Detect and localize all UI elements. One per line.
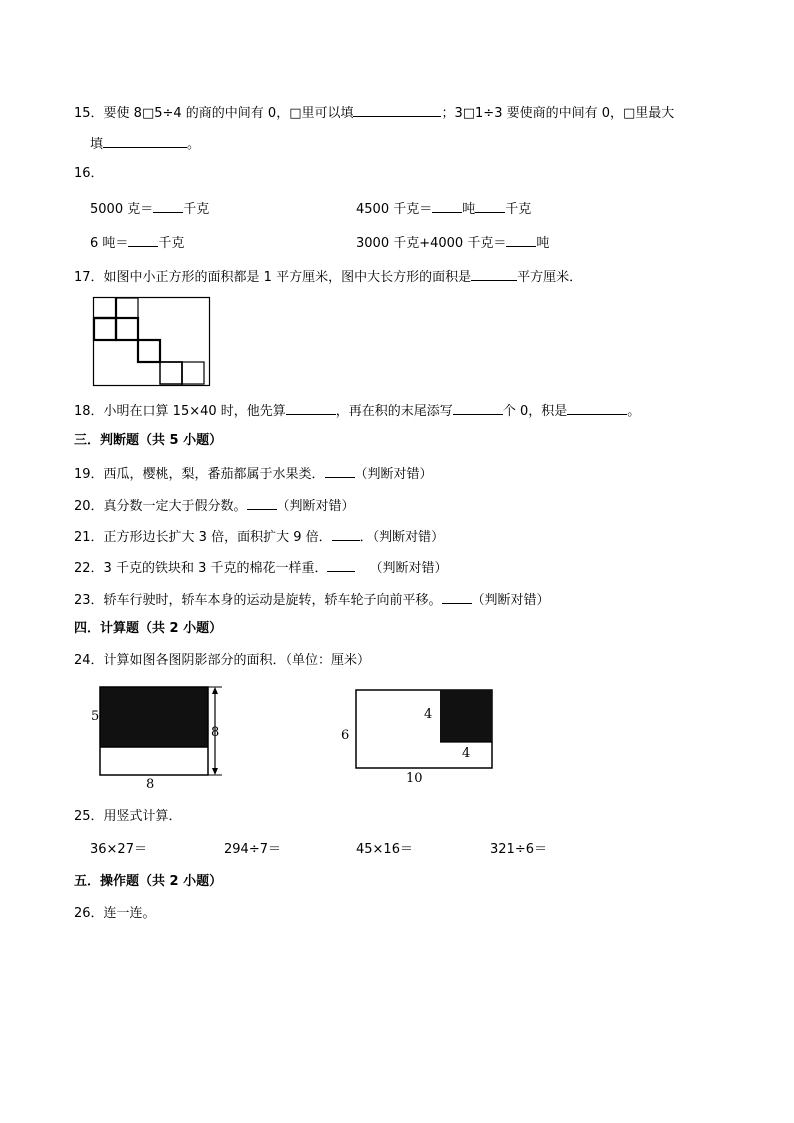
q22-blank[interactable] — [327, 557, 355, 572]
q24-fig2-shaded-square — [440, 690, 492, 742]
q16-r1c2-unit2: 千克 — [505, 202, 532, 217]
q15-text-b: ；3□1÷3 要使商的中间有 0，□里最大 — [441, 106, 675, 121]
q16-row2-col1 — [90, 232, 184, 253]
question-21 — [74, 526, 444, 547]
q23-text: 23．轿车行驶时，轿车本身的运动是旋转，轿车轮子向前平移。 — [74, 593, 442, 608]
q16-row2-col2 — [356, 232, 549, 253]
q24-fig1-right-label: 8 — [211, 725, 220, 740]
q25-item-2: 294÷7＝ — [224, 842, 281, 857]
question-17 — [74, 266, 582, 287]
q21-hint: ．（判断对错） — [359, 530, 445, 545]
q24-fig2-inner-top-label: 4 — [424, 707, 433, 722]
section-3-heading: 三．判断题（共 5 小题） — [74, 433, 223, 448]
q20-text: 20．真分数一定大于假分数。 — [74, 499, 247, 514]
q19-blank[interactable] — [325, 463, 355, 478]
q20-blank[interactable] — [247, 495, 277, 510]
q16-r1c1-unit: 千克 — [183, 202, 210, 217]
q18-text-d: 。 — [627, 404, 641, 419]
question-15-line2 — [90, 133, 200, 154]
q15-text-d: 。 — [187, 137, 201, 152]
q25-item-1: 36×27＝ — [90, 842, 147, 857]
q21-blank[interactable] — [332, 526, 360, 541]
q25-item-3: 45×16＝ — [356, 842, 413, 857]
section-4-heading: 四．计算题（共 2 小题） — [74, 621, 223, 636]
q17-blank[interactable] — [471, 266, 517, 281]
q15-blank-2[interactable] — [103, 133, 187, 148]
q20-hint: （判断对错） — [276, 499, 355, 514]
question-15-line1 — [74, 102, 674, 123]
q16-r1c2-blank2[interactable] — [475, 198, 505, 213]
q18-blank-1[interactable] — [286, 400, 336, 415]
q24-fig1-left-label: 5 — [91, 709, 100, 724]
section-5-heading: 五．操作题（共 2 小题） — [74, 874, 223, 889]
q17-text-b: 平方厘米． — [517, 270, 583, 285]
q19-hint: （判断对错） — [354, 467, 433, 482]
q16-r2c1-text: 6 吨＝ — [90, 236, 129, 251]
q16-r2c1-blank[interactable] — [128, 232, 158, 247]
q16-r2c2-blank[interactable] — [506, 232, 536, 247]
q24-figure-1 — [88, 682, 228, 792]
q23-hint: （判断对错） — [471, 593, 550, 608]
q24-fig2-left-label: 6 — [341, 728, 350, 743]
q24-figure-2 — [336, 686, 500, 788]
q17-text-a: 17．如图中小正方形的面积都是 1 平方厘米，图中大长方形的面积是 — [74, 270, 472, 285]
question-22 — [74, 557, 448, 578]
question-25-text: 25．用竖式计算． — [74, 809, 182, 824]
q16-r1c1-blank[interactable] — [153, 198, 183, 213]
q16-row1-col1 — [90, 198, 209, 219]
q16-r1c2-unit1: 吨 — [462, 202, 476, 217]
q16-r1c1-text: 5000 克＝ — [90, 202, 154, 217]
q19-text: 19．西瓜，樱桃，梨，番茄都属于水果类． — [74, 467, 325, 482]
q22-text: 22．3 千克的铁块和 3 千克的棉花一样重． — [74, 561, 328, 576]
question-24-text: 24．计算如图各图阴影部分的面积．（单位：厘米） — [74, 653, 371, 668]
question-26: 26．连一连。 — [74, 906, 156, 921]
question-20 — [74, 495, 355, 516]
q25-item-4: 321÷6＝ — [490, 842, 547, 857]
q15-text-c: 填 — [90, 137, 104, 152]
question-16-number: 16． — [74, 166, 104, 181]
q24-fig2-bottom-label: 10 — [406, 771, 423, 786]
q18-blank-2[interactable] — [453, 400, 503, 415]
q16-row1-col2 — [356, 198, 531, 219]
question-18 — [74, 400, 640, 421]
question-19 — [74, 463, 433, 484]
question-23 — [74, 589, 550, 610]
q16-r2c2-text: 3000 千克+4000 千克＝ — [356, 236, 507, 251]
q24-fig1-shaded-area — [100, 687, 208, 747]
q16-r2c1-unit: 千克 — [158, 236, 185, 251]
q15-text-a: 15．要使 8□5÷4 的商的中间有 0，□里可以填 — [74, 106, 354, 121]
q21-text: 21．正方形边长扩大 3 倍，面积扩大 9 倍． — [74, 530, 332, 545]
q24-fig1-bottom-label: 8 — [146, 777, 155, 792]
q15-blank-1[interactable] — [353, 102, 441, 117]
q24-fig2-inner-bottom-label: 4 — [462, 746, 471, 761]
q16-r1c2-text: 4500 千克＝ — [356, 202, 433, 217]
q18-text-a: 18．小明在口算 15×40 时，他先算 — [74, 404, 286, 419]
q17-rectangle-figure — [92, 296, 212, 390]
q23-blank[interactable] — [442, 589, 472, 604]
q18-text-c: 个 0，积是 — [502, 404, 568, 419]
q18-blank-3[interactable] — [567, 400, 627, 415]
q16-r2c2-unit: 吨 — [536, 236, 550, 251]
q22-hint: （判断对错） — [369, 561, 448, 576]
q18-text-b: ，再在积的末尾添写 — [335, 404, 453, 419]
q16-r1c2-blank1[interactable] — [432, 198, 462, 213]
